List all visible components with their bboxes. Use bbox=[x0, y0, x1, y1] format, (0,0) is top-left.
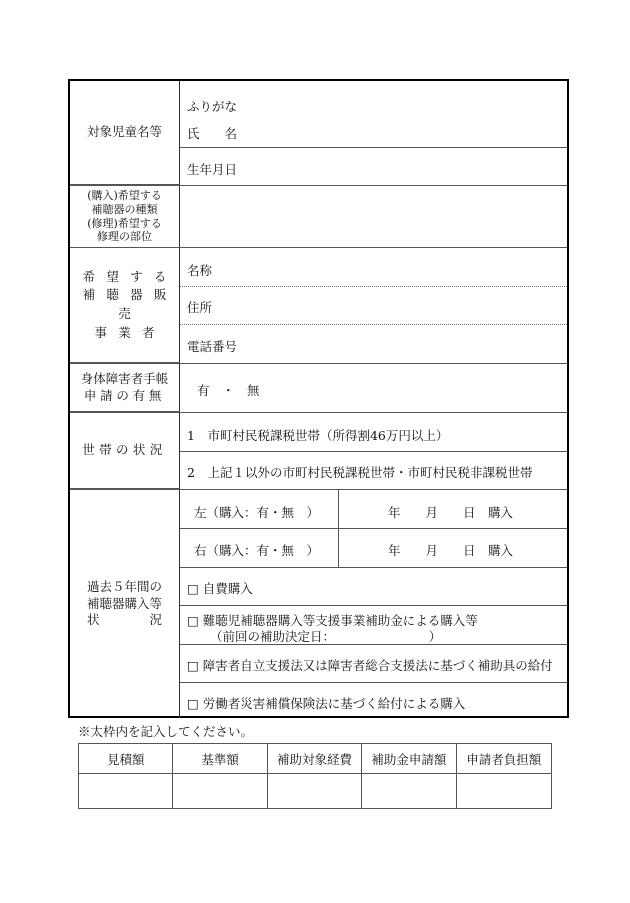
device-type-label-line: (購入)希望する bbox=[87, 189, 162, 202]
row-divider bbox=[180, 147, 567, 148]
subsidy-purchase-checkbox[interactable]: □ 難聴児補聴器購入等支援事業補助金による購入等 bbox=[187, 613, 478, 628]
history-label-line: 補聴器購入等 bbox=[86, 595, 162, 611]
history-label-line: 過去５年間の bbox=[86, 578, 162, 594]
dealer-label bbox=[70, 248, 180, 363]
household-label: 世帯の状況 bbox=[70, 413, 180, 489]
dealer-name-field[interactable]: 名称 bbox=[187, 263, 213, 278]
support-act-checkbox[interactable]: □ 障害者自立支援法又は障害者総合支援法に基づく補助具の給付 bbox=[187, 658, 553, 673]
row-divider bbox=[180, 528, 567, 529]
household-option-2[interactable]: 2 上記１以外の市町村民税課税世帯・市町村民税非課税世帯 bbox=[187, 465, 533, 480]
handbook-label-line: 申請の有無 bbox=[83, 387, 166, 403]
standard-amount-header: 基準額 bbox=[173, 744, 267, 774]
self-purchase-checkbox[interactable]: □ 自費購入 bbox=[187, 581, 253, 596]
left-ear-purchase-date[interactable]: 年 月 日 購入 bbox=[388, 505, 514, 520]
eligible-cost-header: 補助対象経費 bbox=[268, 744, 362, 774]
device-type-label-line: 補聴器の種類 bbox=[91, 202, 158, 216]
device-type-label-line: (修理)希望する bbox=[87, 216, 162, 230]
history-label bbox=[70, 490, 180, 718]
row-divider bbox=[180, 451, 567, 452]
row-divider bbox=[180, 682, 567, 683]
history-label-line: 状 況 bbox=[86, 612, 162, 628]
dotted-divider bbox=[180, 324, 567, 325]
row-divider bbox=[180, 644, 567, 645]
eligible-cost-input[interactable] bbox=[268, 774, 362, 808]
device-type-input[interactable] bbox=[181, 186, 567, 247]
right-ear-purchase[interactable]: 右（購入：有・無 ） bbox=[194, 543, 320, 558]
device-type-label bbox=[70, 186, 180, 248]
dotted-divider bbox=[180, 286, 567, 287]
dealer-label-line: 事業者 bbox=[94, 324, 166, 340]
fill-in-note: ※太枠内を記入してください。 bbox=[78, 724, 254, 739]
name-label: 氏 名 bbox=[187, 126, 238, 141]
standard-amount-input[interactable] bbox=[173, 774, 267, 808]
birthdate-label: 生年月日 bbox=[187, 162, 238, 177]
applicant-burden-header: 申請者負担額 bbox=[457, 744, 551, 774]
handbook-yes-no-choice[interactable]: 有 ・ 無 bbox=[197, 383, 260, 398]
row-divider bbox=[180, 567, 567, 568]
estimate-input[interactable] bbox=[79, 774, 173, 808]
dealer-phone-field[interactable]: 電話番号 bbox=[187, 339, 238, 354]
left-ear-purchase[interactable]: 左（購入：有・無 ） bbox=[194, 505, 320, 520]
child-name-label: 対象児童名等 bbox=[70, 81, 180, 185]
application-form-main-frame bbox=[68, 79, 569, 718]
subsidy-request-header: 補助金申請額 bbox=[362, 744, 456, 774]
right-ear-purchase-date[interactable]: 年 月 日 購入 bbox=[388, 543, 514, 558]
estimate-header: 見積額 bbox=[79, 744, 173, 774]
dealer-address-field[interactable]: 住所 bbox=[187, 300, 213, 315]
handbook-label-line: 身体障害者手帳 bbox=[80, 370, 169, 386]
applicant-burden-input[interactable] bbox=[457, 774, 551, 808]
handbook-label bbox=[70, 364, 180, 412]
totals-table bbox=[78, 743, 552, 809]
furigana-label: ふりがな bbox=[187, 99, 238, 114]
device-type-label-line: 修理の部位 bbox=[97, 230, 152, 244]
dealer-label-line: 補聴器販売 bbox=[82, 287, 178, 321]
row-divider bbox=[180, 605, 567, 606]
subsidy-request-input[interactable] bbox=[362, 774, 456, 808]
workers-comp-checkbox[interactable]: □ 労働者災害補償保険法に基づく給付による購入 bbox=[187, 696, 466, 711]
household-option-1[interactable]: 1 市町村民税課税世帯（所得割46万円以上） bbox=[187, 428, 449, 443]
dealer-label-line: 希望する bbox=[82, 268, 178, 284]
previous-decision-date[interactable]: （前回の補助決定日： ） bbox=[210, 629, 442, 644]
